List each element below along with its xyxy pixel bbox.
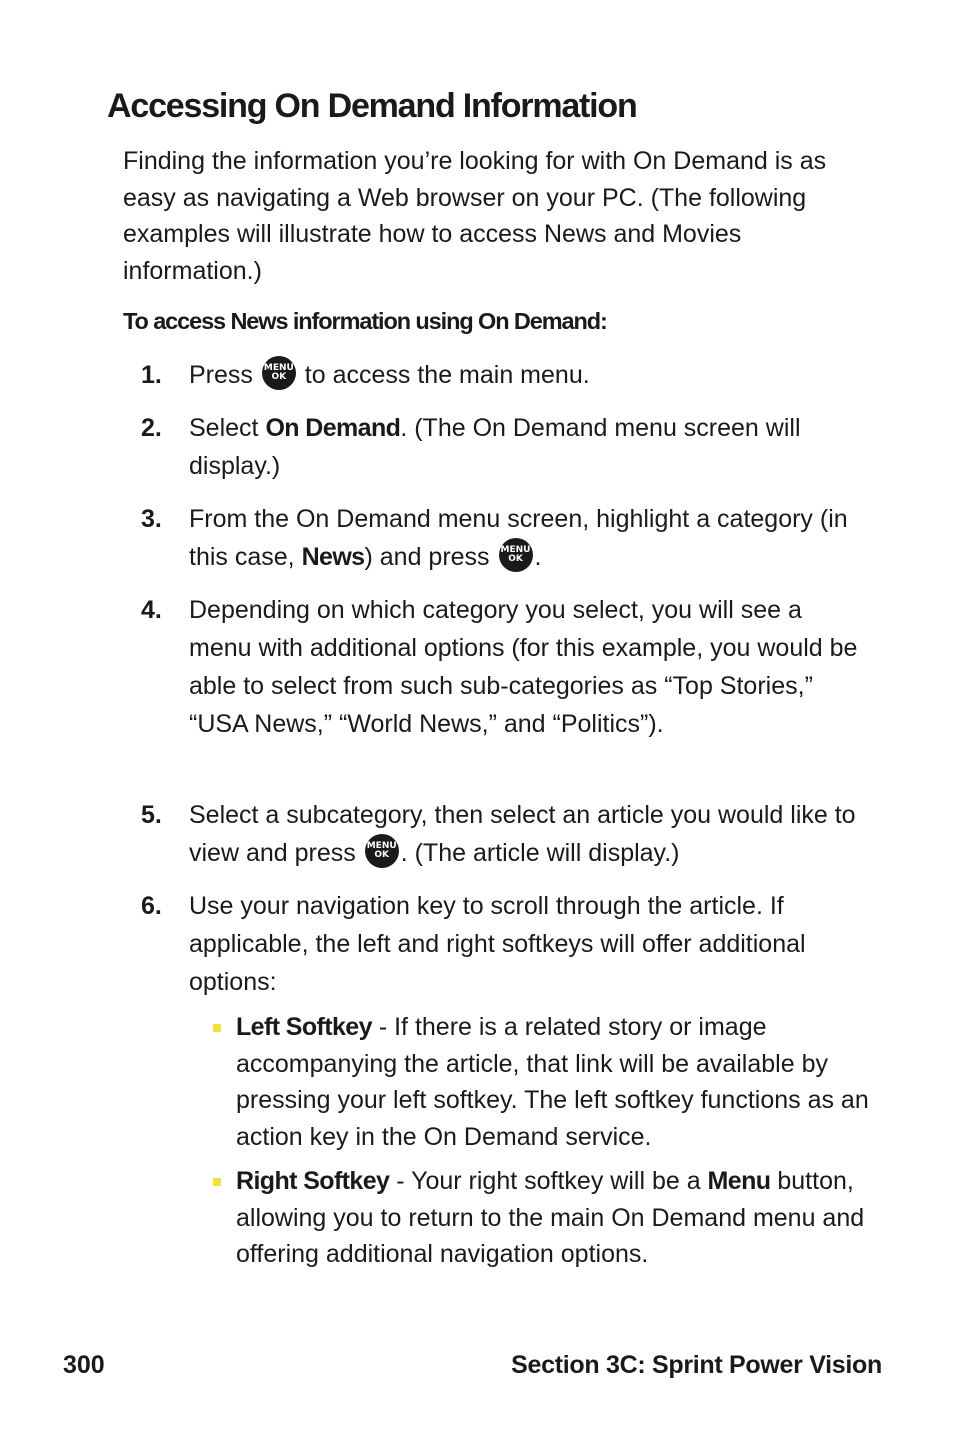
step-text: Depending on which category you select, you will see a menu with additional options (for this example, you would be able to select from such sub-categories as “Top Stories,” “USA News,” “World News,” and “Politics”). — [189, 596, 858, 738]
step-text-part: to access the main menu. — [297, 361, 590, 389]
step-text-part: . (The article will display.) — [400, 839, 680, 867]
intro-paragraph: Finding the information you’re looking for with On Demand is as easy as navigating a Web browser on your PC. (The following examples will illustrate how to access News and Movies information.) — [123, 147, 827, 286]
page-title: Accessing On Demand Information — [107, 87, 637, 125]
menu-ok-label: OK — [271, 372, 287, 383]
step-text — [189, 500, 869, 576]
bullet-text-part: button, allowing you to return to the main On Demand menu and offering additional navigation options. — [236, 1167, 865, 1268]
menu-ok-label: MENU — [366, 841, 397, 852]
menu-ok-label: OK — [508, 554, 523, 565]
menu-ok-key-icon — [365, 834, 399, 868]
bullet-text-part: - Your right softkey will be a — [389, 1167, 708, 1195]
menu-ok-label: MENU — [500, 545, 531, 556]
step-number: 6. — [141, 892, 162, 920]
menu-ok-key-icon — [499, 538, 533, 572]
square-bullet-icon — [213, 1024, 221, 1032]
step-number: 2. — [141, 414, 162, 442]
step-bold-term: On Demand — [265, 414, 401, 442]
step-text — [189, 409, 869, 485]
step-text-part: Select — [189, 414, 266, 442]
page-number: 300 — [63, 1351, 105, 1379]
menu-ok-key-icon — [262, 356, 296, 390]
step-number: 1. — [141, 361, 162, 389]
step-text-part: Select a subcategory, then select an article you would like to view and press — [189, 801, 856, 867]
step-text-part: ) and press — [364, 543, 497, 571]
menu-ok-label: MENU — [263, 363, 294, 374]
bullet-bold-term: Menu — [707, 1167, 771, 1195]
bullet-text — [236, 1009, 876, 1155]
step-bold-term: News — [301, 543, 365, 571]
bullet-text — [236, 1163, 876, 1273]
step-text-part: . — [534, 543, 542, 571]
step-text-part: . (The On Demand menu screen will display.) — [189, 414, 801, 480]
bullet-bold-term: Right Softkey — [236, 1167, 390, 1195]
step-number: 4. — [141, 596, 162, 624]
step-text — [189, 796, 869, 872]
step-text-part: From the On Demand menu screen, highlight a category (in this case, — [189, 505, 848, 571]
bullet-bold-term: Left Softkey — [236, 1013, 372, 1041]
step-text — [189, 356, 869, 394]
step-number: 3. — [141, 505, 162, 533]
square-bullet-icon — [213, 1178, 221, 1186]
step-number: 5. — [141, 801, 162, 829]
step-text: Use your navigation key to scroll through the article. If applicable, the left and right softkeys will offer additional options: — [189, 892, 806, 996]
bullet-text-part: - If there is a related story or image accompanying the article, that link will be available by pressing your left softkey. The left softkey functions as an action key in the On Demand service. — [236, 1013, 869, 1151]
procedure-heading: To access News information using On Demand: — [123, 308, 607, 334]
step-text-part: Press — [189, 361, 260, 389]
menu-ok-label: OK — [374, 850, 390, 861]
section-title: Section 3C: Sprint Power Vision — [511, 1351, 882, 1379]
